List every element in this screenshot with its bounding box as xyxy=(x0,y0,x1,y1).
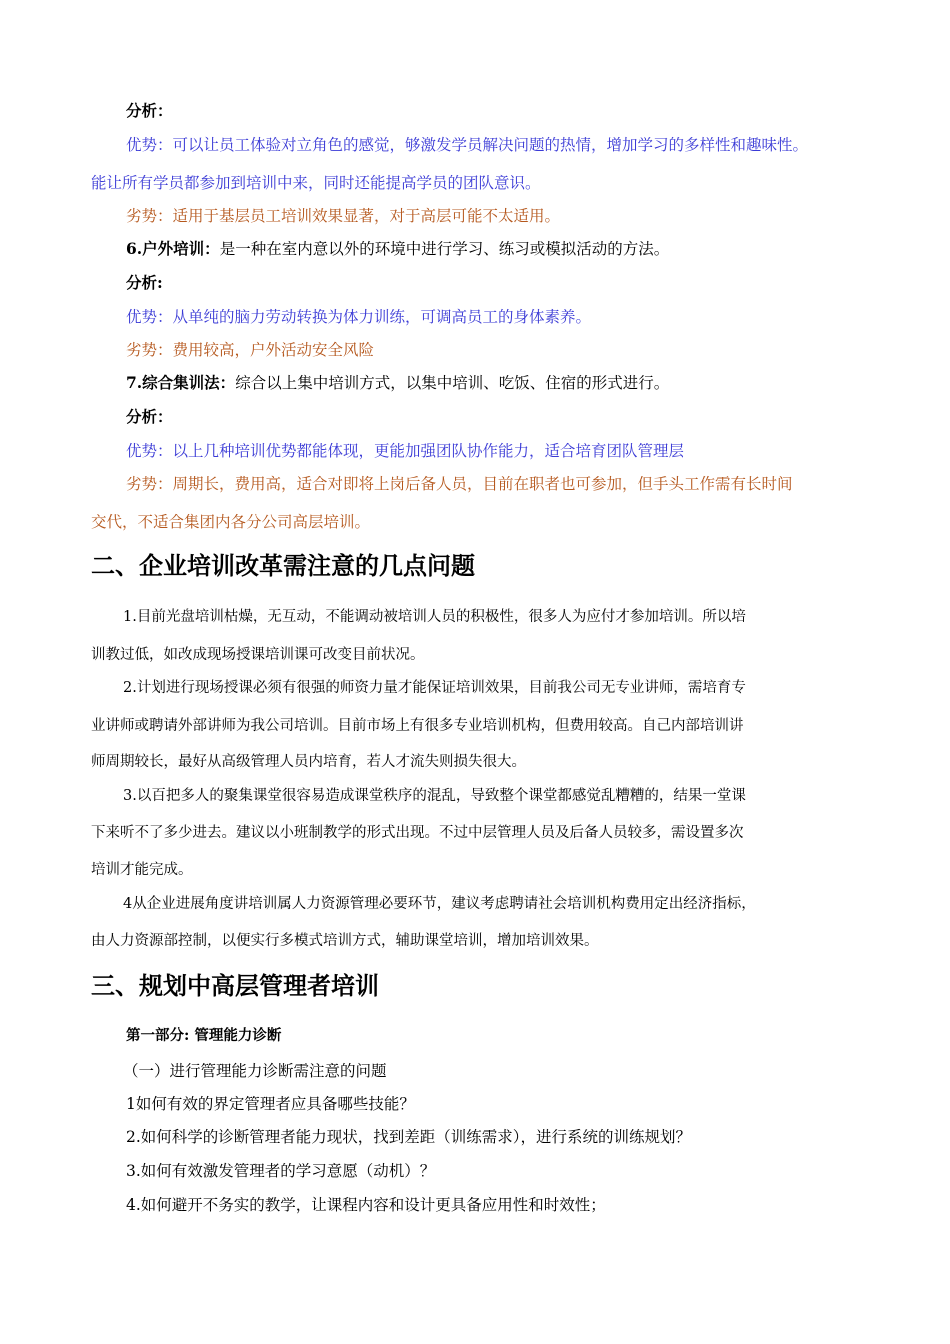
paragraph-line: 3.以百把多人的聚集课堂很容易造成课堂秩序的混乱，导致整个课堂都感觉乱糟糟的，结果一堂课 xyxy=(123,788,746,804)
question-item: 3.如何有效激发管理者的学习意愿（动机）？ xyxy=(126,1162,436,1180)
section-7-line xyxy=(126,373,669,393)
paragraph-line: 由人力资源部控制，以便实行多模式培训方式，辅助课堂培训，增加培训效果。 xyxy=(91,933,599,949)
analysis-label: 分析： xyxy=(126,407,173,426)
subsection-title: 第一部分: 管理能力诊断 xyxy=(126,1027,282,1044)
section-6-desc: 是一种在室内意以外的环境中进行学习、练习或模拟活动的方法。 xyxy=(219,240,670,258)
section-7-desc: 综合以上集中培训方式，以集中培训、吃饭、住宿的形式进行。 xyxy=(235,374,670,392)
paragraph-line: 业讲师或聘请外部讲师为我公司培训。目前市场上有很多专业培训机构，但费用较高。自己内部培训讲 xyxy=(91,718,744,734)
paragraph-line: 下来听不了多少进去。建议以小班制教学的形式出现。不过中层管理人员及后备人员较多，需设置多次 xyxy=(91,825,744,841)
question-item: 4.如何避开不务实的教学，让课程内容和设计更具备应用性和时效性； xyxy=(126,1196,606,1214)
section-heading-2: 二、企业培训改革需注意的几点问题 xyxy=(91,551,475,580)
question-item: 2.如何科学的诊断管理者能力现状，找到差距（训练需求），进行系统的训练规划？ xyxy=(126,1128,692,1146)
analysis-label: 分析: xyxy=(126,273,163,292)
paragraph-line: 2.计划进行现场授课必须有很强的师资力量才能保证培训效果，目前我公司无专业讲师，需培育专 xyxy=(123,680,746,696)
question-heading: （一）进行管理能力诊断需注意的问题 xyxy=(123,1062,387,1080)
disadvantage-text: 劣势：费用较高，户外活动安全风险 xyxy=(126,341,375,359)
paragraph-line: 师周期较长，最好从高级管理人员内培育，若人才流失则损失很大。 xyxy=(91,754,526,770)
paragraph-line: 1.目前光盘培训枯燥，无互动，不能调动被培训人员的积极性，很多人为应付才参加培训。所以培 xyxy=(123,609,746,625)
section-6-title: 6.户外培训： xyxy=(126,239,220,258)
disadvantage-text: 劣势：适用于基层员工培训效果显著，对于高层可能不太适用。 xyxy=(126,207,561,225)
paragraph-line: 4从企业进展角度讲培训属人力资源管理必要环节，建议考虑聘请社会培训机构费用定出经济指标， xyxy=(123,896,756,912)
paragraph-line: 培训才能完成。 xyxy=(91,862,193,878)
disadvantage-text: 劣势：周期长，费用高，适合对即将上岗后备人员，目前在职者也可参加，但手头工作需有长时间 xyxy=(126,475,793,493)
section-heading-3: 三、规划中高层管理者培训 xyxy=(91,971,379,1000)
question-item: 1如何有效的界定管理者应具备哪些技能？ xyxy=(126,1095,415,1113)
disadvantage-text-cont: 交代，不适合集团内各分公司高层培训。 xyxy=(91,513,371,531)
advantage-text: 优势：从单纯的脑力劳动转换为体力训练，可调高员工的身体素养。 xyxy=(126,308,592,326)
advantage-text-cont: 能让所有学员都参加到培训中来，同时还能提高学员的团队意识。 xyxy=(91,174,541,192)
section-6-line xyxy=(126,239,669,259)
section-7-title: 7.综合集训法： xyxy=(126,373,236,392)
analysis-label: 分析： xyxy=(126,101,173,120)
advantage-text: 优势：可以让员工体验对立角色的感觉，够激发学员解决问题的热情，增加学习的多样性和趣味性。 xyxy=(126,136,809,154)
advantage-text: 优势：以上几种培训优势都能体现，更能加强团队协作能力，适合培育团队管理层 xyxy=(126,442,685,460)
paragraph-line: 训教过低，如改成现场授课培训课可改变目前状况。 xyxy=(91,647,425,663)
